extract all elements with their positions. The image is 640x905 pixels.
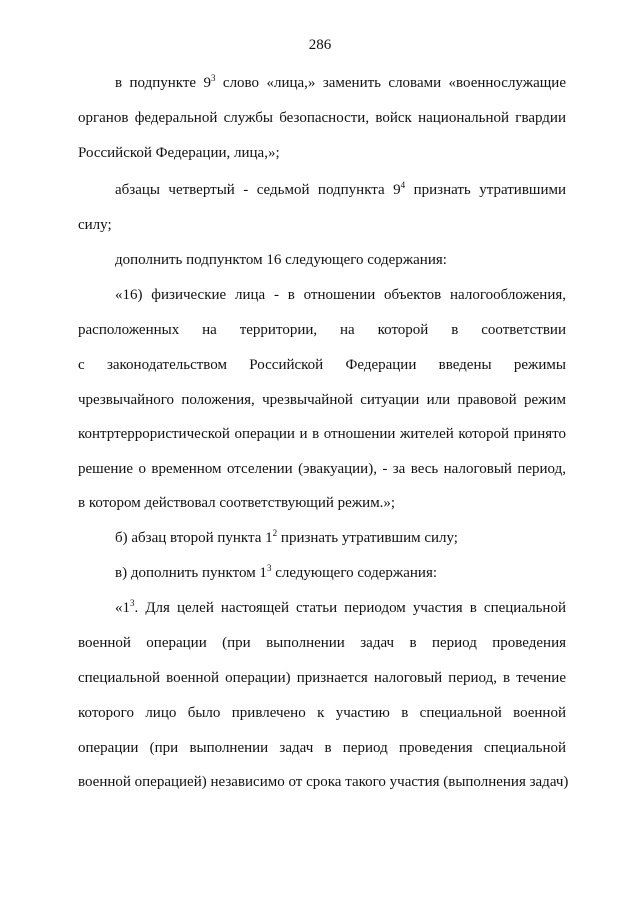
text-line <box>78 633 566 653</box>
superscript: 2 <box>272 528 278 538</box>
superscript: 3 <box>130 598 135 608</box>
text-line <box>115 563 566 583</box>
text-segment: признать утратившим силу; <box>277 530 458 546</box>
text-line <box>115 285 566 305</box>
text-segment: слово «лица,» заменить словами «военнослужащие <box>215 75 566 91</box>
text-segment: абзацы четвертый - седьмой подпункта 9 <box>115 182 401 198</box>
text-line <box>78 424 566 444</box>
text-line <box>78 668 566 688</box>
text-line <box>78 355 566 375</box>
text-line <box>78 493 566 513</box>
text-segment: которого лицо было привлечено к участию в специальной военной <box>78 705 566 721</box>
text-segment: с законодательством Российской Федерации введены режимы <box>78 357 566 373</box>
text-segment: контртеррористической операции и в отношении жителей которой принято <box>78 426 566 442</box>
text-segment: органов федеральной службы безопасности, войск национальной гвардии <box>78 110 566 126</box>
text-segment: в подпункте 9 <box>115 75 211 91</box>
text-segment: Российской Федерации, лица,»; <box>78 145 280 161</box>
text-segment: дополнить подпунктом 16 следующего содержания: <box>115 252 447 268</box>
text-line <box>115 180 566 200</box>
text-line <box>78 390 566 410</box>
text-segment: специальной военной операции) признается налоговый период, в течение <box>78 670 566 686</box>
text-segment: военной операции (при выполнении задач в период проведения <box>78 635 566 651</box>
text-segment: в) дополнить пунктом 1 <box>115 565 267 581</box>
text-segment: операции (при выполнении задач в период проведения специальной <box>78 740 566 756</box>
text-line <box>78 703 566 723</box>
text-line <box>78 143 566 163</box>
text-line <box>78 459 566 479</box>
text-segment: . Для целей настоящей статьи периодом участия в специальной <box>134 600 566 616</box>
superscript: 4 <box>400 180 406 190</box>
text-segment: б) абзац второй пункта 1 <box>115 530 273 546</box>
text-segment: следующего содержания: <box>271 565 438 581</box>
superscript: 3 <box>266 563 272 573</box>
text-line <box>115 598 566 618</box>
text-line <box>78 772 569 792</box>
text-segment: в котором действовал соответствующий режим.»; <box>78 495 396 511</box>
text-segment: решение о временном отселении (эвакуации), - за весь налоговый период, <box>78 461 566 477</box>
text-line <box>78 215 566 235</box>
text-segment: «1 <box>115 600 130 616</box>
superscript: 3 <box>211 73 216 83</box>
text-line <box>78 738 566 758</box>
text-segment: расположенных на территории, на которой в соответствии <box>78 322 566 338</box>
text-line <box>115 528 566 548</box>
text-segment: признать утратившими <box>405 182 566 198</box>
text-segment: чрезвычайного положения, чрезвычайной ситуации или правовой режим <box>78 392 566 408</box>
text-segment: военной операцией) независимо от срока такого участия (выполнения задач) <box>78 774 569 790</box>
page-number: 286 <box>308 37 332 53</box>
text-line <box>115 73 566 93</box>
text-line <box>115 250 566 270</box>
text-segment: «16) физические лица - в отношении объектов налогообложения, <box>115 287 566 303</box>
text-segment: силу; <box>78 217 112 233</box>
text-line <box>78 108 566 128</box>
text-line <box>78 320 566 340</box>
